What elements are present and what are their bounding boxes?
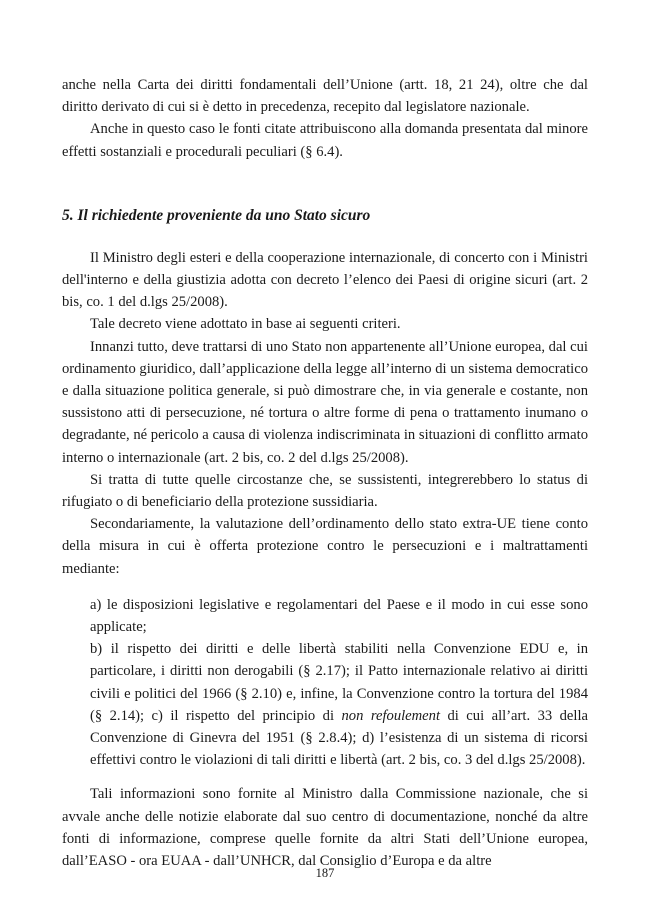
- section-heading: 5. Il richiedente proveniente da uno Stato sicuro: [62, 206, 371, 224]
- list-item-b-italic: non refoulement: [341, 707, 441, 724]
- list-item-b: [90, 638, 588, 771]
- page-number: 187: [315, 866, 335, 880]
- criteria-list: [90, 594, 588, 772]
- list-item-b-text-1: b) il rispetto dei diritti e delle libertà stabiliti nella Convenzione EDU e, in particolare, i diritti non derogabili (§ 2.17); il Patto internazionale relativo ai diritti civili e politici del 1966 (§ 2.10) e, infine, la Convenzione contro la tortura del 1984 (§ 2.14); c) il rispetto del principio di: [90, 641, 588, 724]
- intro-paragraph-2: Anche in questo caso le fonti citate attribuiscono alla domanda presentata dal minore effetti sostanziali e procedurali peculiari (§ 6.4).: [62, 121, 588, 160]
- list-item-b-text-2: di cui all’art. 33 della Convenzione di Ginevra del 1951 (§ 2.8.4); d) l’esistenza di un sistema di ricorsi effettivi contro le violazioni di tali diritti e libertà (art. 2 bis, co. 3 del d.lgs 25/2008).: [90, 707, 588, 769]
- section-paragraph-3: Innanzi tutto, deve trattarsi di uno Stato non appartenente all’Unione europea, dal cui ordinamento giuridico, dall’applicazione della legge all’interno di un sistema democratico e dalla situazione politica generale, si può dimostrare che, in via generale e costante, non sussistono atti di persecuzione, né tortura o altre forme di pena o trattamento inumano o degradante, né pericolo a causa di violenza indiscriminata in situazioni di conflitto armato interno o internazionale (art. 2 bis, co. 2 del d.lgs 25/2008).: [62, 338, 589, 466]
- list-item-a: a) le disposizioni legislative e regolamentari del Paese e il modo in cui esse sono applicate;: [90, 596, 588, 636]
- section-paragraph-5: Secondariamente, la valutazione dell’ordinamento dello stato extra-UE tiene conto della misura in cui è offerta protezione contro le persecuzioni e i maltrattamenti mediante:: [62, 516, 588, 577]
- section-paragraph-2: Tale decreto viene adottato in base ai seguenti criteri.: [90, 316, 401, 333]
- section-body: [62, 247, 588, 580]
- closing-paragraph: Tali informazioni sono fornite al Ministro dalla Commissione nazionale, che si avvale anche delle notizie elaborate dal suo centro di documentazione, nonché da altre fonti di informazione, comprese quelle fornite da altri Stati dell’Unione europea, dall’EASO - ora EUAA - dall’UNHCR, dal Consiglio d’Europa e da altre: [62, 786, 588, 870]
- document-page: [62, 74, 588, 872]
- intro-paragraph-1: anche nella Carta dei diritti fondamentali dell’Unione (artt. 18, 21 24), oltre che dal diritto derivato di cui si è detto in precedenza, recepito dal legislatore nazionale.: [62, 77, 588, 116]
- section-paragraph-1: Il Ministro degli esteri e della cooperazione internazionale, di concerto con i Ministri dell'interno e della giustizia adotta con decreto l’elenco dei Paesi di origine sicuri (art. 2 bis, co. 1 del d.lgs 25/2008).: [62, 249, 588, 311]
- section-paragraph-4: Si tratta di tutte quelle circostanze che, se sussistenti, integrerebbero lo status di rifugiato o di beneficiario della protezione sussidiaria.: [62, 471, 588, 511]
